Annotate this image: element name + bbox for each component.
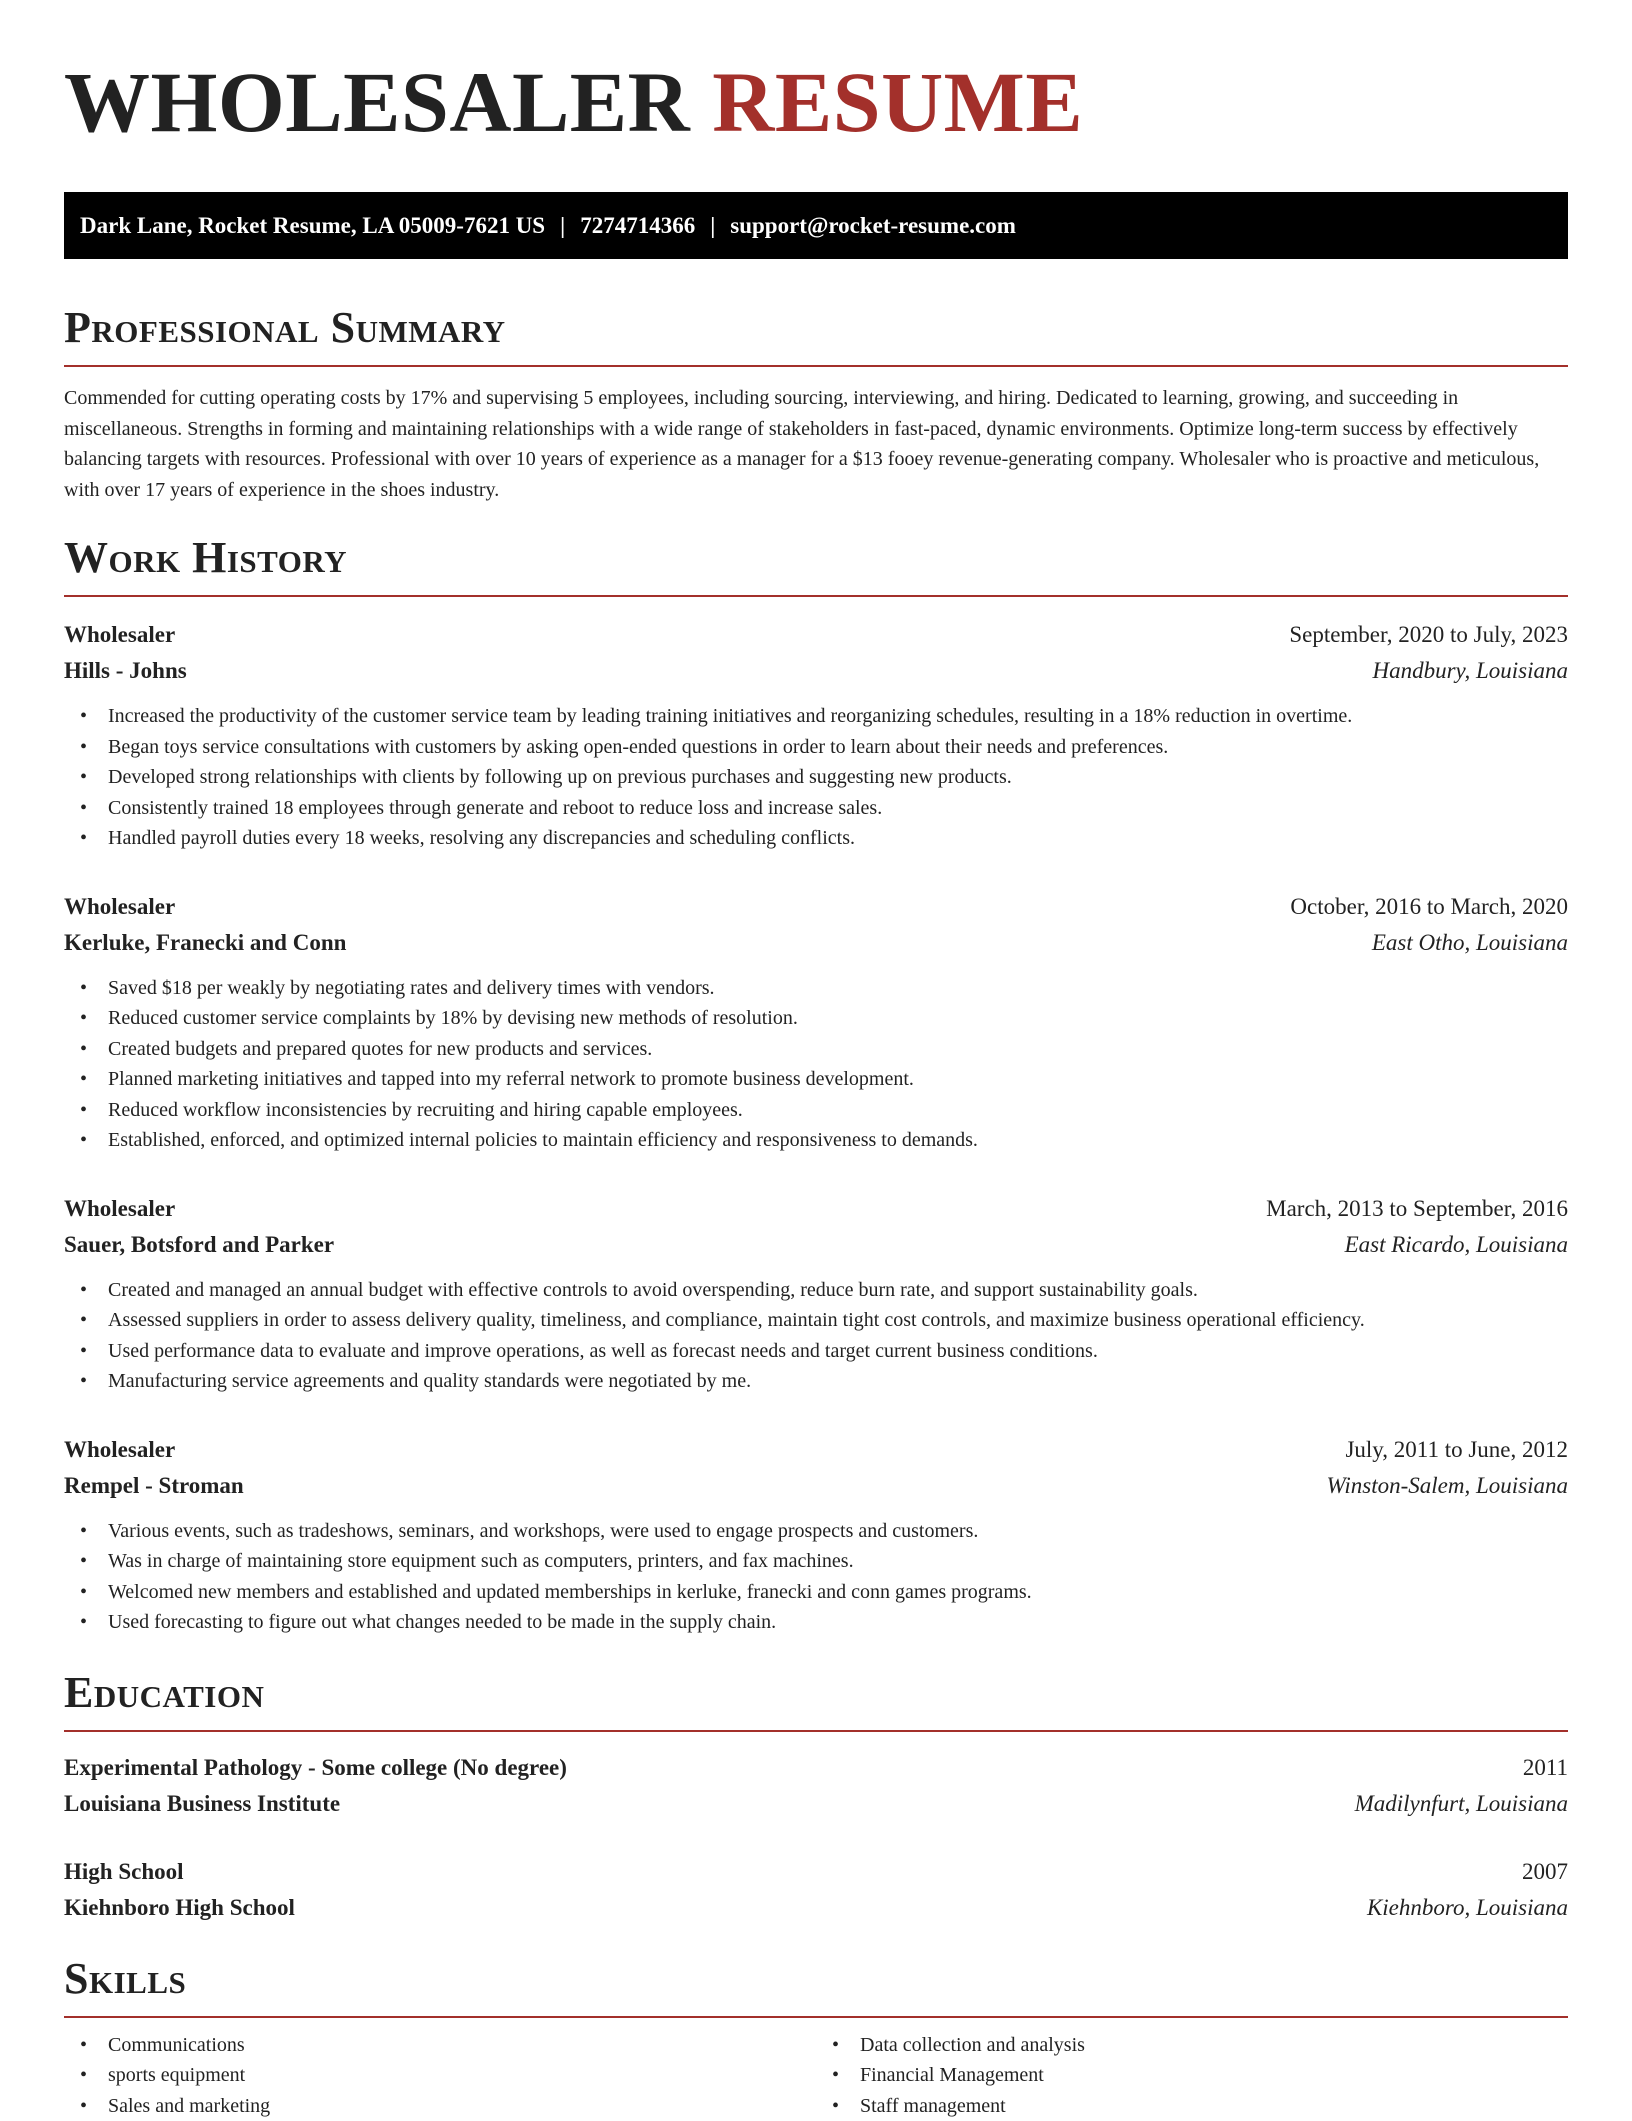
job-location: East Ricardo, Louisiana — [1345, 1227, 1568, 1263]
skill-item: • Staff management — [832, 2091, 1568, 2121]
education-year: 2007 — [1522, 1854, 1568, 1890]
title-main: WHOLESALER — [64, 54, 690, 150]
job-entry — [64, 1432, 1568, 1638]
job-bullet: • Saved $18 per weakly by negotiating rates and delivery times with vendors. — [80, 973, 1568, 1004]
section-divider — [64, 595, 1568, 597]
job-bullets — [64, 1275, 1568, 1397]
job-title: Wholesaler — [64, 617, 175, 653]
job-bullet: • Established, enforced, and optimized internal policies to maintain efficiency and responsiveness to demands. — [80, 1125, 1568, 1156]
education-header-row — [64, 1750, 1568, 1786]
job-bullet: • Manufacturing service agreements and quality standards were negotiated by me. — [80, 1366, 1568, 1397]
education-entry — [64, 1750, 1568, 1822]
job-bullet: • Increased the productivity of the customer service team by leading training initiatives and reorganizing schedules, resulting in a 18% reduction in overtime. — [80, 701, 1568, 732]
job-header-row — [64, 889, 1568, 925]
job-bullet: • Planned marketing initiatives and tapped into my referral network to promote business development. — [80, 1064, 1568, 1095]
education-section — [64, 1668, 1568, 1926]
job-company-row — [64, 653, 1568, 689]
job-dates: March, 2013 to September, 2016 — [1266, 1191, 1568, 1227]
job-bullets — [64, 701, 1568, 854]
job-bullet: • Reduced workflow inconsistencies by recruiting and hiring capable employees. — [80, 1095, 1568, 1126]
education-degree: Experimental Pathology - Some college (No degree) — [64, 1750, 567, 1786]
job-bullet: • Was in charge of maintaining store equipment such as computers, printers, and fax machines. — [80, 1546, 1568, 1577]
section-divider — [64, 1730, 1568, 1732]
contact-separator: | — [695, 213, 730, 238]
contact-address: Dark Lane, Rocket Resume, LA 05009-7621 US — [80, 213, 545, 238]
job-bullet: • Began toys service consultations with customers by asking open-ended questions in order to learn about their needs and preferences. — [80, 732, 1568, 763]
job-bullet: • Consistently trained 18 employees through generate and reboot to reduce loss and increase sales. — [80, 793, 1568, 824]
skill-item: • Sales and marketing — [80, 2091, 816, 2121]
summary-heading: Professional Summary — [64, 303, 1568, 353]
job-dates: July, 2011 to June, 2012 — [1345, 1432, 1568, 1468]
job-bullet: • Developed strong relationships with clients by following up on previous purchases and suggesting new products. — [80, 762, 1568, 793]
education-school-row — [64, 1786, 1568, 1822]
education-school: Louisiana Business Institute — [64, 1786, 340, 1822]
summary-text: Commended for cutting operating costs by 17% and supervising 5 employees, including sourcing, interviewing, and hiring. Dedicated to learning, growing, and succeeding in miscellaneous. Strengths in forming and maintaining relationships with a wide range of stakeholders in fast-paced, dynamic environments. Optimize long-term success by effectively balancing targets with resources. Professional with over 10 years of experience as a manager for a $13 fooey revenue-generating company. Wholesaler who is proactive and meticulous, with over 17 years of experience in the shoes industry. — [64, 383, 1568, 505]
skill-item: • Financial Management — [832, 2060, 1568, 2091]
resume-title — [64, 0, 1568, 152]
education-school-row — [64, 1890, 1568, 1926]
job-bullet: • Created and managed an annual budget with effective controls to avoid overspending, reduce burn rate, and support sustainability goals. — [80, 1275, 1568, 1306]
title-accent: RESUME — [712, 54, 1083, 150]
skills-column-right — [816, 2030, 1568, 2121]
job-dates: October, 2016 to March, 2020 — [1290, 889, 1568, 925]
education-location: Kiehnboro, Louisiana — [1367, 1890, 1568, 1926]
education-entry — [64, 1854, 1568, 1926]
job-header-row — [64, 617, 1568, 653]
job-title: Wholesaler — [64, 1191, 175, 1227]
job-location: Winston-Salem, Louisiana — [1326, 1468, 1568, 1504]
job-bullet: • Created budgets and prepared quotes for new products and services. — [80, 1034, 1568, 1065]
skill-item: • Communications — [80, 2030, 816, 2061]
job-entry — [64, 617, 1568, 854]
section-divider — [64, 2016, 1568, 2018]
education-location: Madilynfurt, Louisiana — [1355, 1786, 1568, 1822]
job-company: Kerluke, Franecki and Conn — [64, 925, 346, 961]
job-company-row — [64, 925, 1568, 961]
education-year: 2011 — [1523, 1750, 1568, 1786]
skills-column-left — [64, 2030, 816, 2121]
job-bullet: • Used forecasting to figure out what changes needed to be made in the supply chain. — [80, 1607, 1568, 1638]
job-location: East Otho, Louisiana — [1372, 925, 1568, 961]
education-heading: Education — [64, 1668, 1568, 1718]
skills-grid — [64, 2030, 1568, 2121]
education-degree: High School — [64, 1854, 184, 1890]
job-company: Sauer, Botsford and Parker — [64, 1227, 334, 1263]
skills-heading: Skills — [64, 1954, 1568, 2004]
job-bullet: • Assessed suppliers in order to assess delivery quality, timeliness, and compliance, maintain tight cost controls, and maximize business operational efficiency. — [80, 1305, 1568, 1336]
job-dates: September, 2020 to July, 2023 — [1289, 617, 1568, 653]
job-bullets — [64, 973, 1568, 1156]
job-header-row — [64, 1432, 1568, 1468]
job-bullet: • Reduced customer service complaints by 18% by devising new methods of resolution. — [80, 1003, 1568, 1034]
education-school: Kiehnboro High School — [64, 1890, 295, 1926]
education-header-row — [64, 1854, 1568, 1890]
job-bullet: • Used performance data to evaluate and improve operations, as well as forecast needs and target current business conditions. — [80, 1336, 1568, 1367]
work-history-section — [64, 533, 1568, 1638]
work-history-heading: Work History — [64, 533, 1568, 583]
contact-separator: | — [545, 213, 580, 238]
job-title: Wholesaler — [64, 1432, 175, 1468]
job-company-row — [64, 1227, 1568, 1263]
job-entry — [64, 1191, 1568, 1397]
job-company: Hills - Johns — [64, 653, 187, 689]
job-company-row — [64, 1468, 1568, 1504]
contact-bar — [64, 192, 1568, 259]
job-bullet: • Handled payroll duties every 18 weeks, resolving any discrepancies and scheduling conflicts. — [80, 823, 1568, 854]
job-location: Handbury, Louisiana — [1372, 653, 1568, 689]
job-title: Wholesaler — [64, 889, 175, 925]
contact-email: support@rocket-resume.com — [730, 213, 1016, 238]
job-bullet: • Various events, such as tradeshows, seminars, and workshops, were used to engage prospects and customers. — [80, 1516, 1568, 1547]
skills-section — [64, 1954, 1568, 2121]
job-header-row — [64, 1191, 1568, 1227]
skill-item: • sports equipment — [80, 2060, 816, 2091]
job-bullets — [64, 1516, 1568, 1638]
summary-section — [64, 303, 1568, 505]
contact-phone: 7274714366 — [580, 213, 695, 238]
skill-item: • Data collection and analysis — [832, 2030, 1568, 2061]
job-bullet: • Welcomed new members and established and updated memberships in kerluke, franecki and conn games programs. — [80, 1577, 1568, 1608]
job-entry — [64, 889, 1568, 1156]
section-divider — [64, 365, 1568, 367]
job-company: Rempel - Stroman — [64, 1468, 244, 1504]
